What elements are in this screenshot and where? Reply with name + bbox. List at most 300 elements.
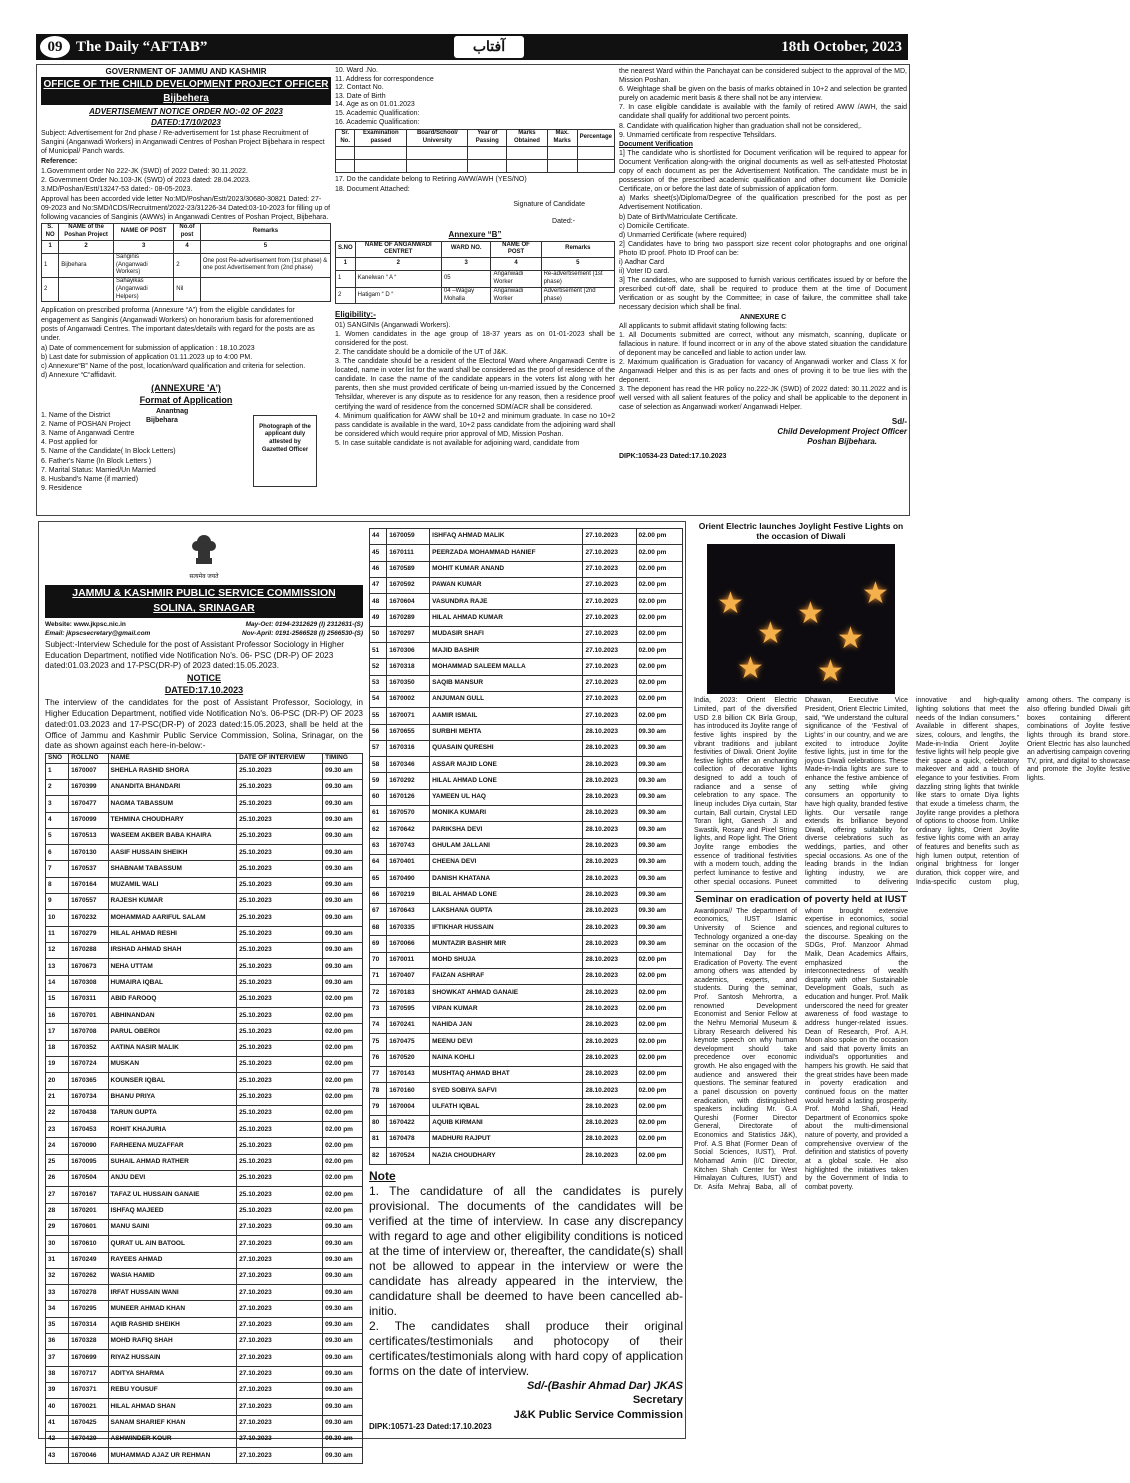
table-cell: 35 [46, 1317, 69, 1333]
table-cell: BILAL AHMAD LONE [430, 887, 583, 903]
table-cell: 65 [370, 871, 387, 887]
table-row [42, 253, 331, 277]
table-cell: 1 [336, 271, 356, 288]
table-cell: 28.10.2023 [583, 1050, 636, 1066]
table-cell: 27.10.2023 [583, 643, 636, 659]
table-cell: MAJID BASHIR [430, 643, 583, 659]
table-cell: 1670095 [69, 1154, 108, 1170]
email[interactable]: Email: jkpscsecretary@gmail.com [45, 629, 151, 637]
table-cell: 1670262 [69, 1268, 108, 1284]
table-cell: 1670425 [69, 1415, 108, 1431]
table-cell: 14 [46, 975, 69, 991]
table-cell: 02.00 pm [636, 545, 682, 561]
table-cell: HILAL AHMAD SHAN [108, 1399, 237, 1415]
phone-2: Nov-April: 0191-2566528 (I) 2566530-(S) [241, 629, 363, 637]
dipk-1: DIPK:10534-23 Dated:17.10.2023 [619, 452, 727, 460]
table-cell: 25 [46, 1154, 69, 1170]
table-cell: 1670643 [387, 903, 430, 919]
news2-headline: Seminar on eradication of poverty held at IUST [695, 894, 907, 906]
table-row [46, 1008, 363, 1024]
table-cell: 04 –Wagay Mohalla [441, 287, 490, 304]
table-cell: 42 [46, 1431, 69, 1447]
table-cell: 28.10.2023 [583, 822, 636, 838]
table-row [46, 926, 363, 942]
form-field: 7. Marital Status: Married/Un Married [41, 466, 156, 474]
table-row [46, 1122, 363, 1138]
table-cell: 27.10.2023 [583, 594, 636, 610]
office-banner: OFFICE OF THE CHILD DEVELOPMENT PROJECT OFFICER [41, 77, 331, 92]
table-cell: Sanginis (Anganwadi Workers) [113, 253, 173, 277]
table-row [370, 561, 683, 577]
table-row [370, 1099, 683, 1115]
table-cell: VASUNDRA RAJE [430, 594, 583, 610]
table-cell: 28.10.2023 [583, 1099, 636, 1115]
table-cell: 25.10.2023 [237, 926, 323, 942]
table-cell: 1670504 [69, 1171, 108, 1187]
table-cell: KOUNSER IQBAL [108, 1073, 237, 1089]
table-cell: 1670066 [387, 936, 430, 952]
table-cell: 27.10.2023 [237, 1382, 323, 1398]
table-header: Percentage [577, 130, 614, 147]
table-cell [59, 278, 114, 302]
table-row [370, 740, 683, 756]
table-row [46, 796, 363, 812]
table-cell: 13 [46, 959, 69, 975]
table-cell: DANISH KHATANA [430, 871, 583, 887]
table-cell: NEHA UTTAM [108, 959, 237, 975]
table-cell: FAIZAN ASHRAF [430, 969, 583, 985]
table-header: No.of post [174, 224, 201, 241]
table-cell: 24 [46, 1138, 69, 1154]
table-cell: 02.00 pm [323, 1203, 363, 1219]
table-cell: ANJUMAN GULL [430, 691, 583, 707]
table-cell: 70 [370, 952, 387, 968]
date-item: d) Annexure “C“affidavit. [41, 372, 117, 380]
table-cell: Nil [174, 278, 201, 302]
table-row [370, 871, 683, 887]
table-cell: 79 [370, 1099, 387, 1115]
table-row [336, 271, 615, 288]
table-cell: IRSHAD AHMAD SHAH [108, 942, 237, 958]
table-cell: 02.00 pm [636, 1083, 682, 1099]
table-cell: Kanelwan “ A “ [355, 271, 441, 288]
table-cell: TEHMINA CHOUDHARY [108, 812, 237, 828]
table-cell: PEERZADA MOHAMMAD HANIEF [430, 545, 583, 561]
table-cell: 27.10.2023 [583, 545, 636, 561]
table-row [46, 1366, 363, 1382]
table-cell: BHANU PRIYA [108, 1089, 237, 1105]
table-cell: 09.30 am [323, 894, 363, 910]
eligibility-item: 3. The candidate should be a resident of the Electoral Ward where Anganwadi Centre is located, name in voter list for the ward shall be considered as the proof of residence of the candidate. In case the name of the candidate appears in the voters list along with her parents, then she must provided certificate of being un-married issued by the Concerned Tehsildar, wherever is any dispute as to residence for any reason, then a residence proof certifying the ward of residence from the concerned SDM/ACR shall be considered. [335, 358, 615, 411]
table-cell: One post Re-advertisement from (1st phase) & one post Advertisement from (2nd phase) [200, 253, 330, 277]
table-cell: 1670475 [387, 1034, 430, 1050]
notice-title: ADVERTISEMENT NOTICE ORDER NO:-02 OF 2023 [89, 107, 283, 117]
table-cell: 51 [370, 643, 387, 659]
form-field: 1. Name of the District [41, 411, 111, 419]
dates-list [41, 344, 331, 380]
table-cell: 1670278 [69, 1285, 108, 1301]
table-cell: 09.30 am [636, 806, 682, 822]
form-field: 3. Name of Anganwadi Centre [41, 430, 135, 438]
table-cell: 28.10.2023 [583, 936, 636, 952]
table-row [46, 1301, 363, 1317]
table-row [46, 1334, 363, 1350]
table-header: 3 [113, 240, 173, 253]
table-cell: ANANDITA BHANDARI [108, 779, 237, 795]
table-cell: 1670308 [69, 975, 108, 991]
table-cell: 25.10.2023 [237, 1154, 323, 1170]
form-field: 2. Name of POSHAN Project [41, 420, 131, 428]
table-row [46, 845, 363, 861]
table-header: Remarks [200, 224, 330, 241]
eligibility-item: 8. Candidate with qualification higher than graduation shall not be considered,. [619, 122, 862, 130]
table-cell: 73 [370, 1001, 387, 1017]
format-fields [41, 411, 231, 494]
table-header: ROLLNO [69, 754, 108, 763]
table-cell: 02.00 pm [636, 659, 682, 675]
table-cell: 1670126 [387, 789, 430, 805]
table-row [370, 1083, 683, 1099]
table-row [46, 1285, 363, 1301]
table-cell: 1670655 [387, 724, 430, 740]
table-cell: 28.10.2023 [583, 757, 636, 773]
table-row [370, 903, 683, 919]
table-cell: ABHINANDAN [108, 1008, 237, 1024]
table-cell: 1670743 [387, 838, 430, 854]
table-cell: 27.10.2023 [237, 1366, 323, 1382]
table-cell: 28.10.2023 [583, 838, 636, 854]
table-cell: 49 [370, 610, 387, 626]
doc-verification-title: Document Verification [619, 140, 693, 148]
website[interactable]: Website: www.jkpsc.nic.in [45, 621, 126, 629]
table-header: 1 [336, 258, 356, 271]
table-row [370, 545, 683, 561]
table-cell: 34 [46, 1301, 69, 1317]
table-cell: 02.00 pm [636, 952, 682, 968]
table-cell: 25.10.2023 [237, 1024, 323, 1040]
psc-subject: Subject:-Interview Schedule for the post of Assistant Professor Sociology in Higher Education Department, notified vide Notification No's. 06- PSC (DR-P) OF 2023 dated:01.03.2023 and 17-PSC(DR-P) of 2023 dated:15.05.2023. [45, 639, 344, 671]
table-cell: VIPAN KUMAR [430, 1001, 583, 1017]
table-cell: AATINA NASIR MALIK [108, 1040, 237, 1056]
table-row [46, 1171, 363, 1187]
table-cell: 45 [370, 545, 387, 561]
table-cell: 02.00 pm [636, 561, 682, 577]
table-cell: 09.30 am [323, 877, 363, 893]
table-cell: ASHWINDER KOUR [108, 1431, 237, 1447]
table-row [370, 822, 683, 838]
table-cell: 02.00 pm [323, 1073, 363, 1089]
table-cell: PAWAN KUMAR [430, 577, 583, 593]
table-cell: 27.10.2023 [583, 659, 636, 675]
table-row [46, 779, 363, 795]
table-cell: 25.10.2023 [237, 1073, 323, 1089]
table-cell: MADHURI RAJPUT [430, 1131, 583, 1147]
affidavit-intro: All applicants to submit affidavit stating following facts: [619, 322, 787, 330]
table-cell: 25.10.2023 [237, 959, 323, 975]
table-cell: 09.30 am [323, 959, 363, 975]
eligibility-list [335, 321, 615, 448]
form-field: 14. Age as on 01.01.2023 [335, 101, 415, 109]
table-cell: 1670099 [69, 812, 108, 828]
table-cell: 1670160 [387, 1083, 430, 1099]
note-item: 2. The candidates shall produce their original certificates/testimonials and photocopy of their certificates/testimonials along with hard copy of application forms on the date of interview. [369, 1319, 683, 1379]
table-cell: 09.30 am [636, 854, 682, 870]
table-cell: 1670316 [387, 740, 430, 756]
table-cell: 10 [46, 910, 69, 926]
star-light-icon: ★ [737, 652, 764, 686]
table-cell: 02.00 pm [636, 1115, 682, 1131]
eligibility-item: 6. Weightage shall be given on the basis of marks obtained in 10+2 and selection be granted purely on academic merit basis & there shall not be any interview. [619, 86, 907, 103]
table-row [46, 861, 363, 877]
apply-text: Application on prescribed proforma (Annexure “A”) from the eligible candidates for engagement as Sanginis (Anganwadi Workers) on honorarium basis for aforementioned posts of Anganwadi Centres. The important dates/details with regard for the posts are as under. [41, 307, 315, 342]
table-cell: 09.30 am [323, 1415, 363, 1431]
table-cell: REBU YOUSUF [108, 1382, 237, 1398]
table-cell: 1670407 [387, 969, 430, 985]
annex-b-table [335, 241, 615, 305]
table-cell: Sahayikas (Anganwadi Helpers) [113, 278, 173, 302]
table-cell: HUMAIRA IQBAL [108, 975, 237, 991]
table-cell: 1670232 [69, 910, 108, 926]
table-cell: WASEEM AKBER BABA KHAIRA [108, 828, 237, 844]
affidavit-item: 3. The deponent has read the HR policy no.222-JK (SWD) of 2022 dated: 30.11.2022 and is well versed with all salient features of the policy and shall be applicable to the deponent in case of selection as Anganwadi worker/ Anganwadi Helper. [619, 386, 907, 412]
table-cell: 09.30 am [323, 812, 363, 828]
table-header: NAME OF POST [113, 224, 173, 241]
table-row [370, 985, 683, 1001]
table-row [370, 969, 683, 985]
table-cell: ULFATH IQBAL [430, 1099, 583, 1115]
table-cell: 1670046 [69, 1448, 108, 1464]
form-field: 8. Husband's Name (if married) [41, 476, 139, 484]
ad-col-2 [335, 67, 615, 515]
eligibility-item: 9. Unmarried certificate from respective Tehsildars. [619, 131, 777, 139]
table-row [370, 1017, 683, 1033]
table-cell: 28.10.2023 [583, 871, 636, 887]
table-cell: 25.10.2023 [237, 991, 323, 1007]
note-title: Note [369, 1168, 396, 1183]
table-cell: 60 [370, 789, 387, 805]
table-cell: 02.00 pm [636, 691, 682, 707]
table-cell: 28.10.2023 [583, 740, 636, 756]
table-cell: 28.10.2023 [583, 952, 636, 968]
table-cell: 16 [46, 1008, 69, 1024]
table-cell: 1 [42, 253, 59, 277]
table-cell: 27.10.2023 [583, 561, 636, 577]
table-cell: 1670699 [69, 1350, 108, 1366]
phone-1: May-Oct: 0194-2312629 (I) 2312631-(S) [245, 621, 363, 629]
table-header: S.NO [336, 241, 356, 258]
eligibility-continued [619, 67, 907, 140]
table-cell: 02.00 pm [636, 594, 682, 610]
table-cell: 28.10.2023 [583, 854, 636, 870]
table-row [370, 920, 683, 936]
table-cell: 09.30 am [636, 887, 682, 903]
table-cell: 2 [174, 253, 201, 277]
date-item: b) Last date for submission of application 01.11.2023 up to 4:00 PM. [41, 353, 253, 361]
news1-headline: Orient Electric launches Joylight Festive Lights on the occasion of Diwali [698, 521, 904, 542]
table-cell: 20 [46, 1073, 69, 1089]
table-cell: 37 [46, 1350, 69, 1366]
table-header: NAME [108, 754, 237, 763]
doc-verification-list [619, 149, 907, 313]
table-cell: 1670164 [69, 877, 108, 893]
table-cell: 27.10.2023 [237, 1301, 323, 1317]
table-cell: 02.00 pm [323, 1008, 363, 1024]
table-cell: SHOWKAT AHMAD GANAIE [430, 985, 583, 1001]
newspaper-logo: آفتاب [454, 36, 524, 58]
table-row [370, 1050, 683, 1066]
doc-item: 3] The candidates, who are supposed to furnish various certificates issued by or before the prescribed cut-off date, shall be required to produce them at the time of Document Verification or as sought by the Committee; in case of failure, the committee shall take necessary decision which shall be final. [619, 277, 907, 312]
table-cell: IFTIKHAR HUSSAIN [430, 920, 583, 936]
notice-dated: DATED:17.10.2023 [164, 684, 244, 695]
eligibility-item: the nearest Ward within the Panchayat can be considered subject to the approval of the MD, Mission Poshan. [619, 68, 907, 85]
table-cell: 28.10.2023 [583, 806, 636, 822]
doc-item: c) Domicile Certificate. [619, 222, 690, 230]
doc-item: 1] The candidate who is shortlisted for Document verification will be required to appear for Document Verification along-with the original documents as well as self-attested Photostat copy of each document as per the Advertisement Notification. The candidate must be in possession of the prescribed academic qualification and other document like Domicile Certificate, on or before the last date of submission of application form. [619, 149, 907, 194]
table-cell: 02.00 pm [636, 577, 682, 593]
table-header: WARD NO. [441, 241, 490, 258]
table-cell: 02.00 pm [636, 1066, 682, 1082]
table-cell: 27.10.2023 [583, 675, 636, 691]
table-cell: 09.30 am [323, 845, 363, 861]
table-header: S. NO [42, 224, 59, 241]
table-cell: 09.30 am [323, 1268, 363, 1284]
table-cell: 25.10.2023 [237, 1122, 323, 1138]
table-row [370, 691, 683, 707]
table-cell: 28.10.2023 [583, 1034, 636, 1050]
table-cell: 27.10.2023 [237, 1219, 323, 1235]
table-cell: 1670595 [387, 1001, 430, 1017]
ad-col-1 [41, 67, 331, 515]
table-cell: 26 [46, 1171, 69, 1187]
table-cell: SURBHI MEHTA [430, 724, 583, 740]
table-cell: 9 [46, 894, 69, 910]
table-row [46, 1154, 363, 1170]
table-cell: 77 [370, 1066, 387, 1082]
table-row [42, 278, 331, 302]
table-row [46, 1236, 363, 1252]
table-cell: 48 [370, 594, 387, 610]
table-cell: 25.10.2023 [237, 812, 323, 828]
table-header: Max. Marks [547, 130, 577, 147]
table-cell: 02.00 pm [636, 1131, 682, 1147]
reference-item: 3.MD/Poshan/Estt/13247-53 dated:- 08-05-2023. [41, 185, 193, 193]
table-cell: 02.00 pm [636, 1099, 682, 1115]
table-row [46, 942, 363, 958]
table-row [370, 1115, 683, 1131]
table-cell: 28.10.2023 [583, 1115, 636, 1131]
table-cell: 80 [370, 1115, 387, 1131]
table-cell: 22 [46, 1105, 69, 1121]
table-cell: 1670422 [387, 1115, 430, 1131]
table-cell: 09.30 am [636, 903, 682, 919]
table-cell: 25.10.2023 [237, 861, 323, 877]
table-cell: RIYAZ HUSSAIN [108, 1350, 237, 1366]
emblem-text: सत्यमेव जयते [189, 574, 219, 580]
annex-c-title: ANNEXURE C [739, 313, 787, 321]
table-cell: MOHAMMAD SALEEM MALLA [430, 659, 583, 675]
annex-a-title: (ANNEXURE 'A') [151, 383, 221, 394]
table-cell: 47 [370, 577, 387, 593]
table-cell: PARUL OBEROI [108, 1024, 237, 1040]
table-cell: 09.30 am [323, 1252, 363, 1268]
table-header: TIMING [323, 754, 363, 763]
table-cell: 28.10.2023 [583, 773, 636, 789]
table-cell: 09.30 am [636, 773, 682, 789]
table-cell: 6 [46, 845, 69, 861]
table-cell: 09.30 am [636, 757, 682, 773]
subject: Subject: Advertisement for 2nd phase / Re-advertisement for 1st phase Recruitment of Sangini (Anganwadi Workers) in Anganwadi Centres of Poshan Project Bijbehara in respect of Municipal/ Panch wards. [41, 130, 325, 156]
table-header: NAME OF POST [491, 241, 541, 258]
table-cell: 57 [370, 740, 387, 756]
table-cell: 25.10.2023 [237, 877, 323, 893]
eligibility-item: 01) SANGINIs (Anganwadi Workers). [335, 321, 451, 329]
table-cell: MOHIT KUMAR ANAND [430, 561, 583, 577]
table-cell: 31 [46, 1252, 69, 1268]
table-cell: 8 [46, 877, 69, 893]
news1-body: India, 2023: Orient Electric Limited, part of the diversified USD 2.8 billion CK Birla Group, has introduced its Joylite range of festive lights inspired by the vibrant traditions and jubilant festivities of Diwali. Orient Joylite festive lights offer an enchanting collection of decorative lights designed to add a touch of radiance and a sense of celebration to any space. The lineup includes Diya curtain, Star curtain, Ball curtain, Crystal LED Toran light, Ganesh Ji and Swastik, Rosary and Pixel String lights, and Rope light. The Orient Joylite range embodies the essence of traditional festivities with a modern touch, adding the perfect luminance to festive and other special occasions. Puneet Dhawan, Executive Vice President, Orient Electric Limited, said, “We understand the cultural significance of the ‘Festival of Lights’ in our country, and we are excited to introduce Joylite festive lights, just in time for the joyous Diwali celebrations. These Made-in-India lights are sure to enhance the festive ambience of any setting while giving consumers an opportunity to have high quality, branded festive lights. Our versatile range extends its brilliance beyond Diwali, offering suitability for diverse celebrations such as weddings, parties, and other special occasions. As one of the leading brands in the Indian lighting industry, we are committed to delivering innovative and high-quality lighting solutions that meet the needs of the Indian consumers.” Available in different shapes, sizes, colours, and lengths, the Made-in-India Orient Joylite festive lights will help people give their space a quick, celebratory makeover and add a touch of elegance to your festivities. From dazzling string lights that twinkle like stars to ornate Diya lights that exude a timeless charm, the Joylite range provides a plethora of options to choose from. Unlike ordinary lights, Orient Joylite festive lights come with an array of features and benefits such as high lumen output, retention of original brightness for longer duration, thick copper wire, and India-specific custom plug, among others. The company is also offering bundled Diwali gift boxes containing different combinations of Joylite festive lights through its brand store. Orient Electric has also launched an advertising campaign covering TV, print, and digital to showcase and promote the Joylite festive lights. [694, 697, 1130, 886]
table-cell: 1670021 [69, 1399, 108, 1415]
table-row [370, 675, 683, 691]
doc-item: ii) Voter ID card. [619, 268, 670, 276]
table-cell: 2 [336, 287, 356, 304]
table-cell: 59 [370, 773, 387, 789]
table-cell: 25.10.2023 [237, 779, 323, 795]
table-cell: 5 [46, 828, 69, 844]
table-row [46, 1317, 363, 1333]
date-item: a) Date of commencement for submission of application : 18.10.2023 [41, 344, 255, 352]
table-cell: 28.10.2023 [583, 903, 636, 919]
table-header: 1 [42, 240, 59, 253]
table-cell: MANU SAINI [108, 1219, 237, 1235]
table-cell: 1670520 [387, 1050, 430, 1066]
table-cell: 1670570 [387, 806, 430, 822]
table-header: Remarks [541, 241, 614, 258]
eligibility-item: 7. In case eligible candidate is available with the family of retired AWW /AWH, the said candidate shall qualify for additional two percent points. [619, 104, 907, 121]
table-cell: SAQIB MANSUR [430, 675, 583, 691]
issue-date: 18th October, 2023 [781, 38, 902, 55]
table-cell: 25.10.2023 [237, 1171, 323, 1187]
office-place: Bijbehera [41, 92, 331, 105]
table-row [370, 1148, 683, 1164]
table-cell: ANJU DEVI [108, 1171, 237, 1187]
psc-col-1 [45, 528, 363, 1459]
table-cell: 74 [370, 1017, 387, 1033]
table-row [46, 1040, 363, 1056]
date-item: c) Annexure“B” Name of the post, location/ward qualification and criteria for selection. [41, 363, 306, 371]
table-row [370, 806, 683, 822]
table-cell: 02.00 pm [323, 1056, 363, 1072]
table-cell: 33 [46, 1285, 69, 1301]
table-cell: 09.30 am [323, 1366, 363, 1382]
table-cell: SANAM SHARIEF KHAN [108, 1415, 237, 1431]
table-cell: AQIB RASHID SHEIKH [108, 1317, 237, 1333]
eligibility-item: 5. In case suitable candidate is not available for adjoining ward, candidate from [335, 439, 580, 447]
table-cell: MOHAMMAD AARIFUL SALAM [108, 910, 237, 926]
table-cell: 28.10.2023 [583, 789, 636, 805]
table-cell: 27.10.2023 [237, 1268, 323, 1284]
table-cell: MUNEER AHMAD KHAN [108, 1301, 237, 1317]
table-row [336, 287, 615, 304]
table-row [370, 529, 683, 545]
table-cell: CHEENA DEVI [430, 854, 583, 870]
table-cell: 09.30 am [323, 861, 363, 877]
table-cell: Bijbehara [59, 253, 114, 277]
table-row [370, 854, 683, 870]
table-cell: Re-advertisement (1st phase) [541, 271, 614, 288]
signature-label: Signature of Candidate [513, 200, 585, 208]
table-row [46, 1219, 363, 1235]
table-cell: 1670143 [387, 1066, 430, 1082]
